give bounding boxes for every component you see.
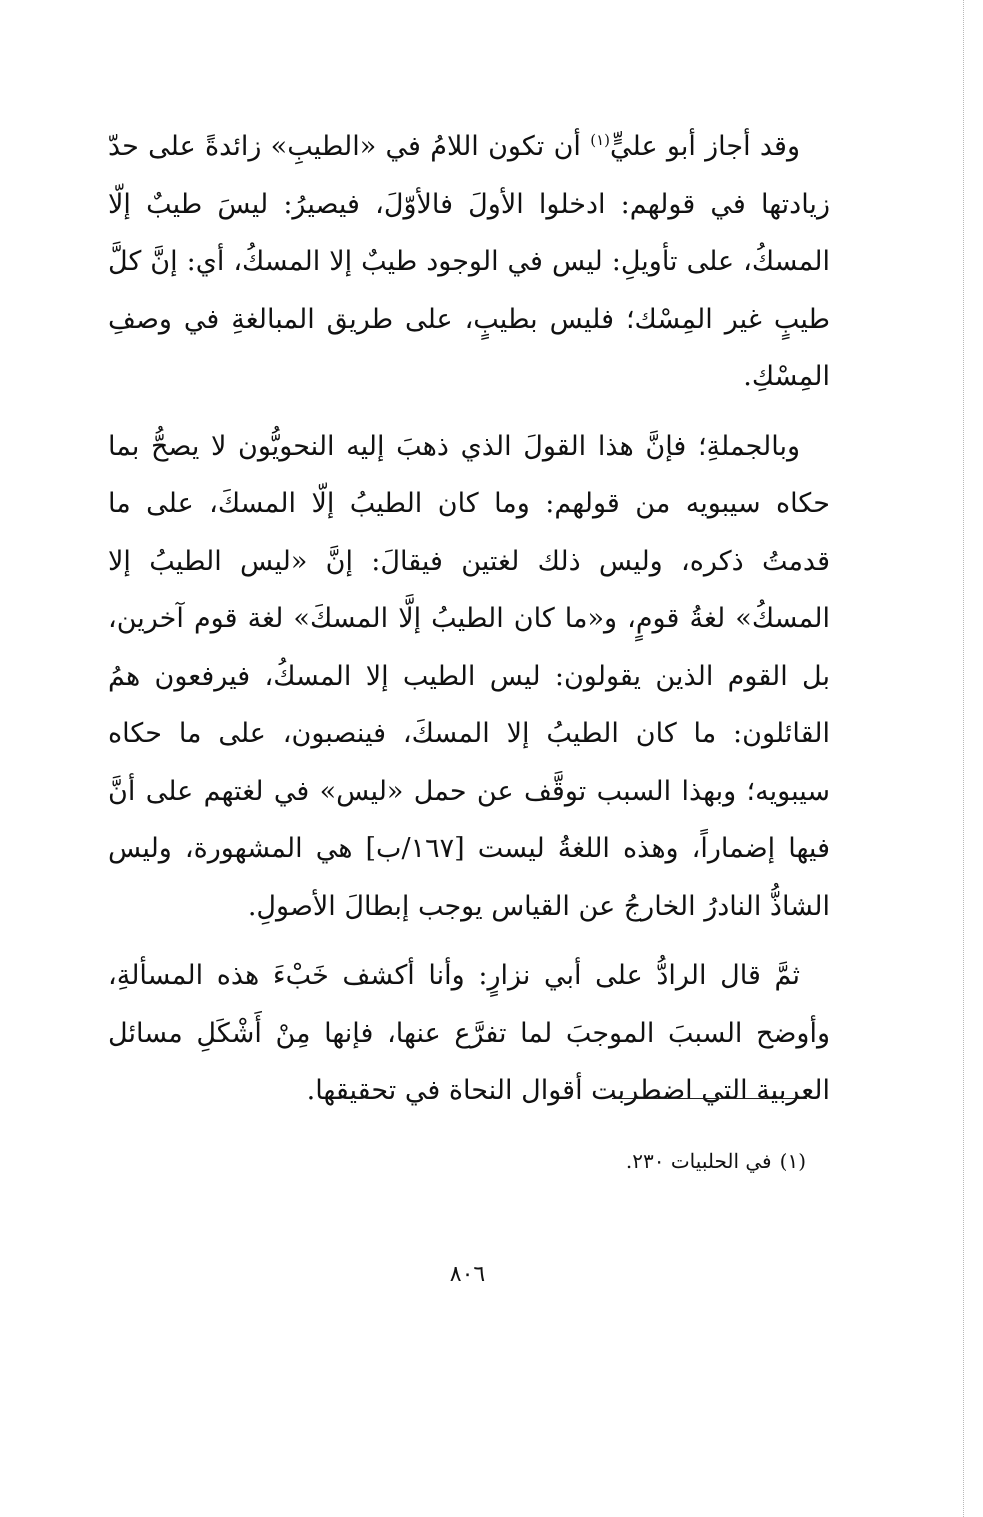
paragraph-1-opening: وقد أجاز أبو عليٍّ <box>610 131 800 162</box>
footnote-text: في الحلبيات ٢٣٠. <box>625 1149 772 1173</box>
footnote-separator <box>612 1098 807 1099</box>
footnote-number: (١) <box>779 1149 806 1173</box>
footnote <box>108 1146 806 1176</box>
paragraph-1-body: أن تكون اللامُ في «الطيبِ» زائدةً على حدّ زيادتها في قولهم: ادخلوا الأولَ فالأوّلَ، فيصيرُ: ليسَ طيبٌ إلّا المسكُ، على تأويلِ: ليس في الوجود طيبٌ إلا المسكُ، أي: إنَّ كلَّ طيبٍ غير المِسْك؛ فليس بطيبٍ، على طريق المبالغةِ في وصفِ المِسْكِ. <box>108 131 830 392</box>
scan-edge-line <box>963 0 964 1517</box>
paragraph-2: وبالجملةِ؛ فإنَّ هذا القولَ الذي ذهبَ إليه النحويُّون لا يصحُّ بما حكاه سيبويه من قولهم: وما كان الطيبُ إلّا المسكَ، على ما قدمتُ ذكره، وليس ذلك لغتين فيقالَ: إنَّ «ليس الطيبُ إلا المسكُ» لغةُ قومٍ، و«ما كان الطيبُ إلَّا المسكَ» لغة قوم آخرين، بل القوم الذين يقولون: ليس الطيب إلا المسكُ، فيرفعون همُ القائلون: ما كان الطيبُ إلا المسكَ، فينصبون، على ما حكاه سيبويه؛ وبهذا السبب توقَّف عن حمل «ليس» في لغتهم على أنَّ فيها إضماراً، وهذه اللغةُ ليست [١٦٧/ب] هي المشهورة، وليس الشاذُّ النادرُ الخارجُ عن القياس يوجب إبطالَ الأصولِ. <box>108 430 831 922</box>
paragraph-1 <box>108 118 830 406</box>
page-number: ٨٠٦ <box>449 1262 486 1287</box>
footnote-reference: (١) <box>590 131 611 149</box>
paragraph-3: ثمَّ قال الرادُّ على أبي نزارٍ: وأنا أكشف خَبْءَ هذه المسألةِ، وأوضح السببَ الموجبَ لما تفرَّع عنها، فإنها مِنْ أَشْكَلِ مسائل العربية التي اضطربت أقوال النحاة في تحقيقها. <box>108 960 830 1106</box>
main-text <box>108 118 830 1120</box>
